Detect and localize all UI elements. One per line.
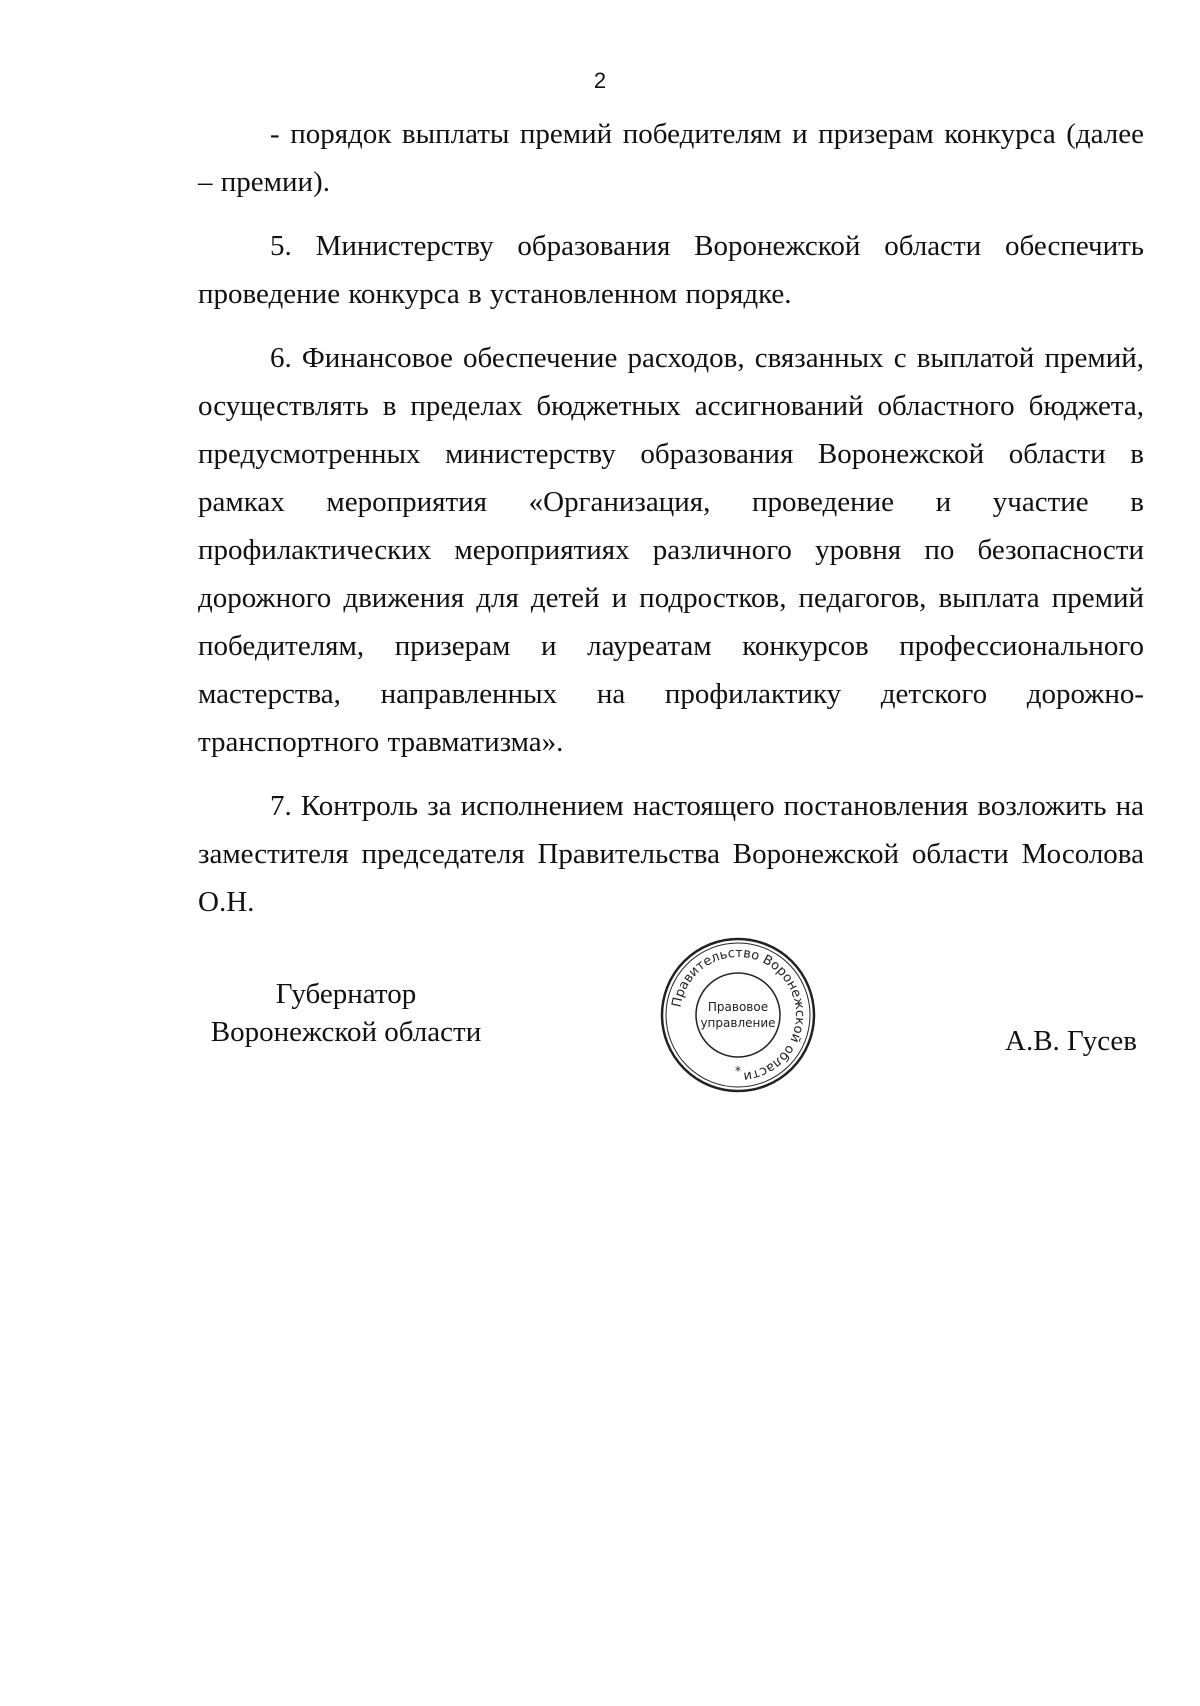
- seal-star: *: [735, 1064, 741, 1078]
- paragraph-7: 7. Контроль за исполнением настоящего постановления возложить на заместителя председателя Правительства Воронежской области Мосолова О.Н.: [198, 790, 1144, 918]
- signatory-title-line2: Воронежской области: [210, 1016, 482, 1048]
- seal-inner-line2: управление: [700, 1016, 776, 1030]
- page-number: 2: [593, 68, 607, 93]
- signatory-title: [196, 975, 496, 1051]
- paragraph-6: 6. Финансовое обеспечение расходов, связанных с выплатой премий, осуществлять в пределах бюджетных ассигнований областного бюджета, предусмотренных министерству образования Воронежской области в рамках мероприятия «Организация, проведение и участие в профилактических мероприятиях различного уровня по безопасности дорожного движения для детей и подростков, педагогов, выплата премий победителям, призерам и лауреатам конкурсов профессионального мастерства, направленных на профилактику детского дорожно-транспортного травматизма».: [198, 342, 1144, 758]
- document-body: [198, 110, 1144, 942]
- signatory-title-line1: Губернатор: [275, 978, 417, 1010]
- seal-inner-line1: Правовое: [707, 1000, 769, 1014]
- seal-graphic: [658, 935, 818, 1095]
- official-seal: [658, 935, 818, 1095]
- seal-outer-text: Правительство Воронежской области: [669, 945, 808, 1084]
- signatory-name: А.В. Гусев: [1005, 1025, 1137, 1057]
- paragraph-awards-procedure: - порядок выплаты премий победителям и призерам конкурса (далее – премии).: [198, 118, 1144, 198]
- paragraph-5: 5. Министерству образования Воронежской области обеспечить проведение конкурса в установленном порядке.: [198, 230, 1144, 310]
